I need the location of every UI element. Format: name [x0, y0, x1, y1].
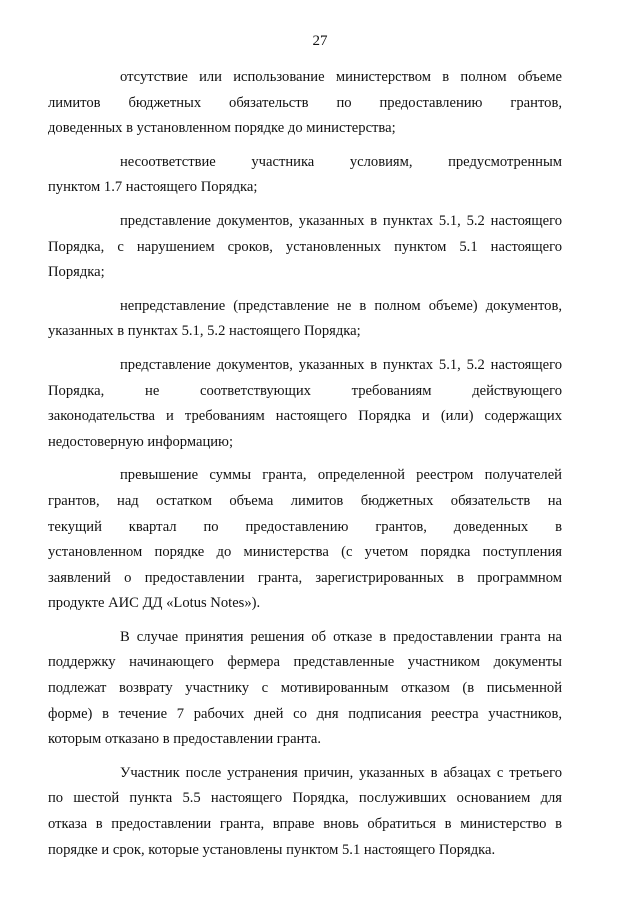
paragraph-line: поддержку начинающего фермера представленные участником документы: [48, 654, 562, 671]
paragraph-line: текущий квартал по предоставлению грантов, доведенных в: [48, 518, 562, 535]
paragraph-line: отсутствие или использование министерством в полном объеме: [120, 69, 562, 85]
paragraph-line: форме) в течение 7 рабочих дней со дня подписания реестра участников,: [48, 705, 562, 722]
paragraph-line: по шестой пункта 5.5 настоящего Порядка, послуживших основанием для: [48, 790, 562, 807]
paragraph-line: подлежат возврату участнику с мотивированным отказом (в письменной: [48, 680, 562, 697]
paragraph-line: Порядка, с нарушением сроков, установленных пунктом 5.1 настоящего: [48, 238, 562, 255]
paragraph-line: доведенных в установленном порядке до министерства;: [48, 120, 396, 137]
paragraph-line: несоответствие участника условиям, предусмотренным: [120, 153, 562, 170]
paragraph-4: [48, 294, 562, 345]
paragraph-line: недостоверную информацию;: [48, 433, 234, 450]
paragraph-3: [48, 209, 562, 286]
paragraph-line: порядке и срок, которые установлены пунктом 5.1 настоящего Порядка.: [48, 841, 496, 858]
paragraph-line: Порядка;: [48, 264, 105, 281]
paragraph-line: представление документов, указанных в пунктах 5.1, 5.2 настоящего: [120, 356, 562, 373]
paragraph-line: лимитов бюджетных обязательств по предоставлению грантов,: [48, 94, 562, 111]
paragraph-line: пунктом 1.7 настоящего Порядка;: [48, 179, 258, 196]
document-body: [48, 65, 562, 871]
paragraph-line: установленном порядке до министерства (с учетом порядка поступления: [48, 544, 562, 561]
paragraph-line: непредставление (представление не в полном объеме) документов,: [120, 297, 562, 314]
paragraph-line: указанных в пунктах 5.1, 5.2 настоящего Порядка;: [48, 323, 361, 340]
paragraph-line: представление документов, указанных в пунктах 5.1, 5.2 настоящего: [120, 212, 562, 229]
paragraph-line: превышение суммы гранта, определенной реестром получателей: [120, 467, 562, 484]
paragraph-line: отказа в предоставлении гранта, вправе вновь обратиться в министерство в: [48, 816, 562, 833]
paragraph-line: Порядка, не соответствующих требованиям действующего: [48, 382, 562, 399]
page-number: 27: [312, 33, 328, 49]
paragraph-line: заявлений о предоставлении гранта, зарегистрированных в программном: [48, 569, 562, 586]
paragraph-8: [48, 761, 562, 863]
paragraph-line: которым отказано в предоставлении гранта.: [48, 731, 322, 748]
paragraph-line: Участник после устранения причин, указанных в абзацах с третьего: [120, 764, 562, 781]
paragraph-line: продукте АИС ДД «Lotus Notes»).: [48, 595, 261, 612]
paragraph-2: [48, 150, 562, 201]
paragraph-line: законодательства и требованиям настоящего Порядка и (или) содержащих: [48, 408, 562, 425]
paragraph-5: [48, 353, 562, 455]
paragraph-line: грантов, над остатком объема лимитов бюджетных обязательств на: [48, 492, 562, 509]
paragraph-7: [48, 625, 562, 753]
paragraph-6: [48, 463, 562, 617]
paragraph-line: В случае принятия решения об отказе в предоставлении гранта на: [120, 628, 562, 645]
paragraph-1: [48, 65, 562, 142]
